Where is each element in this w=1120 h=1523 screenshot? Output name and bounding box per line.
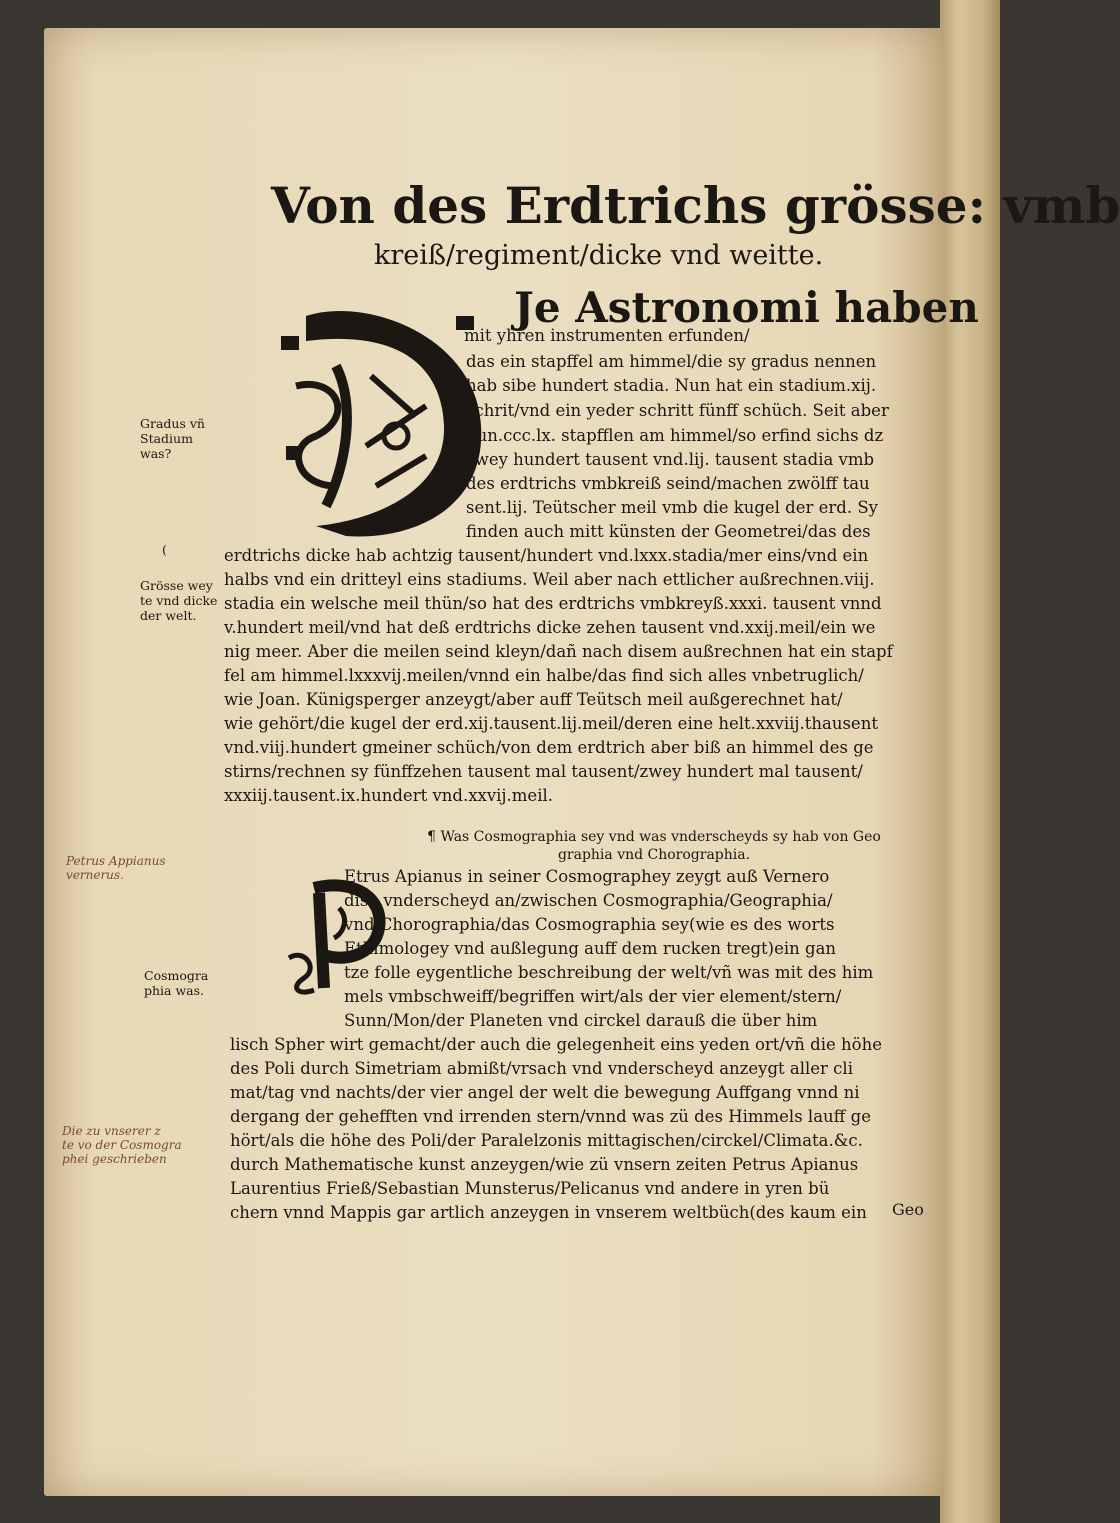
- section2-line: dergang der gehefften vnd irrenden stern/vnnd was zü des Himmels lauff ge: [230, 1107, 871, 1126]
- margin-note-gradus: [140, 416, 205, 461]
- section1-line: das ein stapffel am himmel/die sy gradus nennen: [466, 352, 877, 371]
- margin-note-line: phia was.: [144, 983, 205, 998]
- margin-note-line: Stadium: [140, 431, 193, 446]
- handwritten-note-cosmographei: [62, 1124, 182, 1166]
- section1-line: sent.lij. Teütscher meil vmb die kugel der erd. Sy: [466, 498, 878, 517]
- section1-line: vnd.viij.hundert gmeiner schüch/von dem erdtrich aber biß an himmel des ge: [224, 738, 874, 757]
- section2-line: lisch Spher wirt gemacht/der auch die gelegenheit eins yeden ort/vñ die höhe: [230, 1035, 882, 1054]
- section1-line: zwey hundert tausent vnd.lij. tausent stadia vmb: [466, 450, 875, 469]
- margin-stray-mark: (: [162, 542, 167, 557]
- page-heading-line2: kreiß/regiment/dicke vnd weitte.: [374, 240, 824, 271]
- margin-note-line: was?: [140, 446, 172, 461]
- subheading-line: graphia vnd Chorographia.: [557, 847, 751, 863]
- section1-line: schrit/vnd ein yeder schritt fünff schüch. Seit aber: [466, 401, 889, 420]
- handwritten-note-apianus: [66, 854, 166, 882]
- margin-note-line: Gradus vñ: [140, 416, 205, 431]
- section2-line: mat/tag vnd nachts/der vier angel der welt die bewegung Auffgang vnnd ni: [230, 1083, 860, 1102]
- section2-line: mels vmbschweiff/begriffen wirt/als der vier element/stern/: [344, 987, 842, 1006]
- section2-line: vnd Chorographia/das Cosmographia sey(wie es des worts: [344, 915, 835, 934]
- section1-line: des erdtrichs vmbkreiß seind/machen zwölff tau: [466, 474, 870, 493]
- section1-line: stadia ein welsche meil thün/so hat des erdtrichs vmbkreyß.xxxi. tausent vnnd: [224, 594, 882, 613]
- section1-line: mit yhren instrumenten erfunden/: [464, 326, 750, 345]
- margin-note-line: Grösse wey: [140, 578, 213, 593]
- section2-line: chern vnnd Mappis gar artlich anzeygen in vnserem weltbüch(des kaum ein: [230, 1203, 867, 1222]
- margin-note-cosmographia: [144, 968, 208, 998]
- section1-line: v.hundert meil/vnd hat deß erdtrichs dicke zehen tausent vnd.xxij.meil/ein we: [224, 618, 876, 637]
- section2-line: dise vnderscheyd an/zwischen Cosmographia/Geographia/: [344, 891, 833, 910]
- handwritten-line: te vo der Cosmogra: [62, 1138, 182, 1152]
- section2-line: Etrus Apianus in seiner Cosmographey zeygt auß Vernero: [344, 867, 830, 886]
- page-heading-line1: Von des Erdtrichs grösse: vmb: [271, 176, 1120, 235]
- catchword: Geo: [892, 1200, 924, 1219]
- handwritten-line: Petrus Appianus: [66, 854, 166, 868]
- margin-note-groesse: [140, 578, 217, 623]
- margin-note-line: Cosmogra: [144, 968, 209, 983]
- section2-line: hört/als die höhe des Poli/der Paralelzonis mittagischen/circkel/Climata.&c.: [230, 1131, 863, 1150]
- section2-line: Sunn/Mon/der Planeten vnd circkel darauß die über him: [344, 1011, 818, 1030]
- section2-line: tze folle eygentliche beschreibung der welt/vñ was mit des him: [344, 963, 874, 982]
- section1-line: wie Joan. Künigsperger anzeygt/aber auff Teütsch meil außgerechnet hat/: [224, 690, 843, 709]
- book-page: [44, 28, 1120, 1496]
- margin-note-line: der welt.: [140, 608, 197, 623]
- section1-line: nig meer. Aber die meilen seind kleyn/dañ nach disem außrechnen hat ein stapf: [224, 642, 893, 661]
- section2-subheading: [384, 828, 924, 864]
- section1-line: nun.ccc.lx. stapfflen am himmel/so erfind sichs dz: [466, 426, 884, 445]
- section1-line: finden auch mitt künsten der Geometrei/das des: [466, 522, 871, 541]
- section1-line: wie gehört/die kugel der erd.xij.tausent.lij.meil/deren eine helt.xxviij.thausent: [224, 714, 878, 733]
- section1-line: halbs vnd ein dritteyl eins stadiums. Weil aber nach ettlicher außrechnen.viij.: [224, 570, 875, 589]
- margin-note-line: te vnd dicke: [140, 593, 218, 608]
- handwritten-line: vernerus.: [66, 868, 124, 882]
- section2-line: Ethimologey vnd außlegung auff dem rucken tregt)ein gan: [344, 939, 837, 958]
- section1-lead-line: Je Astronomi haben: [514, 283, 979, 332]
- section1-line: hab sibe hundert stadia. Nun hat ein stadium.xij.: [466, 376, 877, 395]
- section1-line: fel am himmel.lxxxvij.meilen/vnnd ein halbe/das find sich alles vnbetruglich/: [224, 666, 864, 685]
- handwritten-line: Die zu vnserer z: [62, 1124, 161, 1138]
- decorated-initial-d-icon: [276, 296, 496, 546]
- section2-line: des Poli durch Simetriam abmißt/vrsach vnd vnderscheyd anzeygt aller cli: [230, 1059, 853, 1078]
- section2-line: durch Mathematische kunst anzeygen/wie zü vnsern zeiten Petrus Apianus: [230, 1155, 859, 1174]
- subheading-line: ¶ Was Cosmographia sey vnd was vnderscheyds sy hab von Geo: [427, 829, 881, 845]
- handwritten-line: phei geschrieben: [62, 1152, 167, 1166]
- section1-line: xxxiij.tausent.ix.hundert vnd.xxvij.meil.: [224, 786, 553, 805]
- section2-line: Laurentius Frieß/Sebastian Munsterus/Pelicanus vnd andere in yren bü: [230, 1179, 830, 1198]
- section1-line: erdtrichs dicke hab achtzig tausent/hundert vnd.lxxx.stadia/mer eins/vnd ein: [224, 546, 869, 565]
- section1-line: stirns/rechnen sy fünffzehen tausent mal tausent/zwey hundert mal tausent/: [224, 762, 863, 781]
